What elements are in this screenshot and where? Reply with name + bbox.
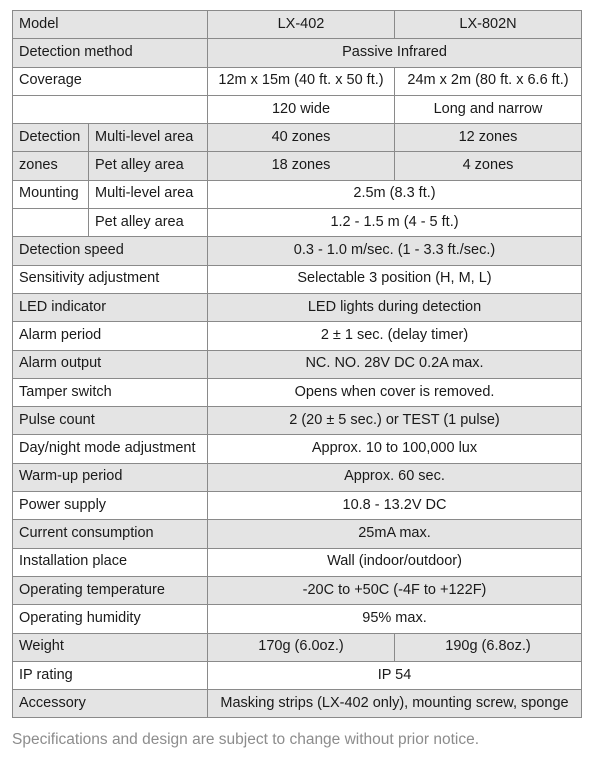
- table-row: [13, 661, 582, 689]
- table-row: [13, 180, 582, 208]
- spec-label-continued: [13, 95, 208, 123]
- spec-value: 95% max.: [208, 605, 582, 633]
- table-row: [13, 209, 582, 237]
- table-row: [13, 633, 582, 661]
- spec-value: 1.2 - 1.5 m (4 - 5 ft.): [208, 209, 582, 237]
- spec-value: Wall (indoor/outdoor): [208, 548, 582, 576]
- spec-label: Alarm period: [13, 322, 208, 350]
- spec-value: 10.8 - 13.2V DC: [208, 492, 582, 520]
- table-row: [13, 548, 582, 576]
- spec-value: 0.3 - 1.0 m/sec. (1 - 3.3 ft./sec.): [208, 237, 582, 265]
- spec-label: Tamper switch: [13, 378, 208, 406]
- table-row: [13, 265, 582, 293]
- table-row: [13, 152, 582, 180]
- table-row: [13, 95, 582, 123]
- zones-lx802n: 4 zones: [395, 152, 582, 180]
- coverage-lx802n-note: Long and narrow: [395, 95, 582, 123]
- spec-value: Passive Infrared: [208, 39, 582, 67]
- table-row: [13, 124, 582, 152]
- table-row: [13, 293, 582, 321]
- spec-value: -20C to +50C (-4F to +122F): [208, 576, 582, 604]
- spec-value: 2.5m (8.3 ft.): [208, 180, 582, 208]
- table-row: [13, 576, 582, 604]
- spec-sub-label: Pet alley area: [89, 152, 208, 180]
- spec-label: Installation place: [13, 548, 208, 576]
- spec-label: Power supply: [13, 492, 208, 520]
- spec-label: Alarm output: [13, 350, 208, 378]
- spec-label: Pulse count: [13, 407, 208, 435]
- spec-value: LED lights during detection: [208, 293, 582, 321]
- table-row: [13, 492, 582, 520]
- table-row: [13, 435, 582, 463]
- spec-label: Detection method: [13, 39, 208, 67]
- table-row: [13, 39, 582, 67]
- spec-value: Masking strips (LX-402 only), mounting screw, sponge: [208, 690, 582, 718]
- spec-sub-label: Multi-level area: [89, 180, 208, 208]
- spec-sub-label: Pet alley area: [89, 209, 208, 237]
- spec-label: Current consumption: [13, 520, 208, 548]
- table-row: [13, 378, 582, 406]
- spec-label: Warm-up period: [13, 463, 208, 491]
- table-row: [13, 67, 582, 95]
- coverage-lx802n: 24m x 2m (80 ft. x 6.6 ft.): [395, 67, 582, 95]
- spec-label: Accessory: [13, 690, 208, 718]
- spec-value: 2 (20 ± 5 sec.) or TEST (1 pulse): [208, 407, 582, 435]
- spec-value: NC. NO. 28V DC 0.2A max.: [208, 350, 582, 378]
- spec-label: Operating temperature: [13, 576, 208, 604]
- table-row: [13, 322, 582, 350]
- spec-value: Selectable 3 position (H, M, L): [208, 265, 582, 293]
- table-row: [13, 605, 582, 633]
- spec-label: Detection speed: [13, 237, 208, 265]
- weight-lx802n: 190g (6.8oz.): [395, 633, 582, 661]
- weight-lx402: 170g (6.0oz.): [208, 633, 395, 661]
- table-row: [13, 520, 582, 548]
- footnote: Specifications and design are subject to change without prior notice.: [12, 731, 480, 748]
- spec-sub-label: Multi-level area: [89, 124, 208, 152]
- model-lx802n: LX-802N: [395, 11, 582, 39]
- spec-group-label: zones: [13, 152, 89, 180]
- spec-value: Opens when cover is removed.: [208, 378, 582, 406]
- table-row: [13, 690, 582, 718]
- table-row: [13, 463, 582, 491]
- spec-label: Weight: [13, 633, 208, 661]
- table-row: [13, 237, 582, 265]
- specifications-table: [12, 10, 582, 718]
- coverage-lx402: 12m x 15m (40 ft. x 50 ft.): [208, 67, 395, 95]
- table-row: [13, 407, 582, 435]
- spec-label: Coverage: [13, 67, 208, 95]
- table-row: [13, 350, 582, 378]
- coverage-lx402-note: 120 wide: [208, 95, 395, 123]
- spec-group-label: Detection: [13, 124, 89, 152]
- spec-label: IP rating: [13, 661, 208, 689]
- spec-value: Approx. 60 sec.: [208, 463, 582, 491]
- spec-group-label-continued: [13, 209, 89, 237]
- spec-value: IP 54: [208, 661, 582, 689]
- spec-label: Sensitivity adjustment: [13, 265, 208, 293]
- spec-value: 2 ± 1 sec. (delay timer): [208, 322, 582, 350]
- header-row: [13, 11, 582, 39]
- zones-lx802n: 12 zones: [395, 124, 582, 152]
- spec-label: Operating humidity: [13, 605, 208, 633]
- zones-lx402: 18 zones: [208, 152, 395, 180]
- spec-label: LED indicator: [13, 293, 208, 321]
- spec-label: Day/night mode adjustment: [13, 435, 208, 463]
- spec-value: 25mA max.: [208, 520, 582, 548]
- spec-value: Approx. 10 to 100,000 lux: [208, 435, 582, 463]
- model-lx402: LX-402: [208, 11, 395, 39]
- spec-group-label: Mounting: [13, 180, 89, 208]
- zones-lx402: 40 zones: [208, 124, 395, 152]
- model-label: Model: [13, 11, 208, 39]
